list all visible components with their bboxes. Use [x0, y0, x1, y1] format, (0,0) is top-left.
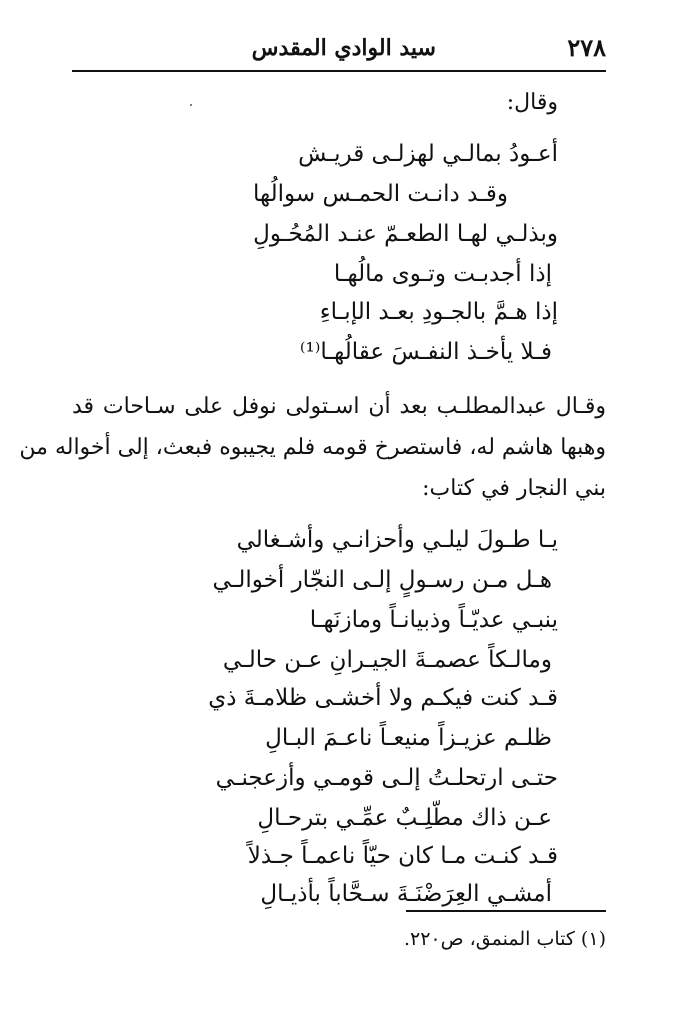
footnote: (١) كتاب المنمق، ص٢٢٠.: [403, 928, 606, 950]
page-header: [72, 30, 606, 72]
poem2-line-1: يـا طـولَ ليلـي وأحزانـي وأشـغالي: [236, 527, 558, 553]
poem2-line-7: حتـى ارتحلـتُ إلـى قومـي وأزعجنـي: [215, 765, 558, 791]
prose-paragraph: [19, 386, 606, 509]
poem1-line-4: إذا أجدبـت وتـوى مالُهـا: [333, 261, 552, 287]
poem1-line-1: أعـودُ بمالـي لهزلـى قريـش: [298, 141, 558, 167]
poem2-line-6: ظلـم عزيـزاً منيعـاً ناعـمَ البـالِ: [265, 725, 552, 751]
poem1-line-5: إذا هـمَّ بالجـودِ بعـد الإبـاءِ: [319, 299, 558, 325]
poem2-line-8: عـن ذاك مطّلِـبٌ عمِّـي بترحـالِ: [257, 805, 552, 831]
poem2-line-3: ينبـي عديّـاً وذبيانـاً ومازنَهـا: [309, 607, 558, 633]
speck-mark: [190, 104, 192, 106]
poem1-line-2: وقـد دانـت الحمـس سوالُها: [253, 181, 508, 207]
running-title: سيد الوادي المقدس: [251, 35, 436, 61]
poem1-line-3: وبذلـي لهـا الطعـمّ عنـد المُحُـولِ: [253, 221, 558, 247]
footnote-divider: [406, 910, 606, 912]
page-number: ٢٧٨: [567, 33, 606, 62]
poem2-line-4: ومالـكاً عصمـةَ الجيـرانِ عـن حالـي: [222, 647, 552, 673]
poem2-line-2: هـل مـن رسـولٍ إلـى النجّار أخوالـي: [212, 567, 552, 593]
prose-line-1: وقـال عبدالمطلـب بعد أن اسـتولى نوفل على سـاحات قد: [72, 394, 606, 419]
intro-line: وقال:: [506, 90, 558, 115]
poem2-line-10: أمشـي العِرَضْنَـةَ سـحَّاباً بأذيـالِ: [260, 881, 552, 907]
prose-line-2: وهبها هاشم له، فاستصرخ قومه فلم يجيبوه فبعث، إلى أخواله من: [19, 435, 606, 460]
poem2-line-9: قـد كنـت مـا كان حيّاً ناعمـاً جـذلاً: [247, 843, 558, 869]
prose-line-3: بني النجار في كتاب:: [422, 476, 606, 501]
poem2-line-5: قـد كنت فيكـم ولا أخشـى ظلامـةَ ذي: [208, 685, 558, 711]
poem1-line-6: فـلا يأخـذ النفـسَ عقالُهـا⁽¹⁾: [299, 339, 552, 365]
